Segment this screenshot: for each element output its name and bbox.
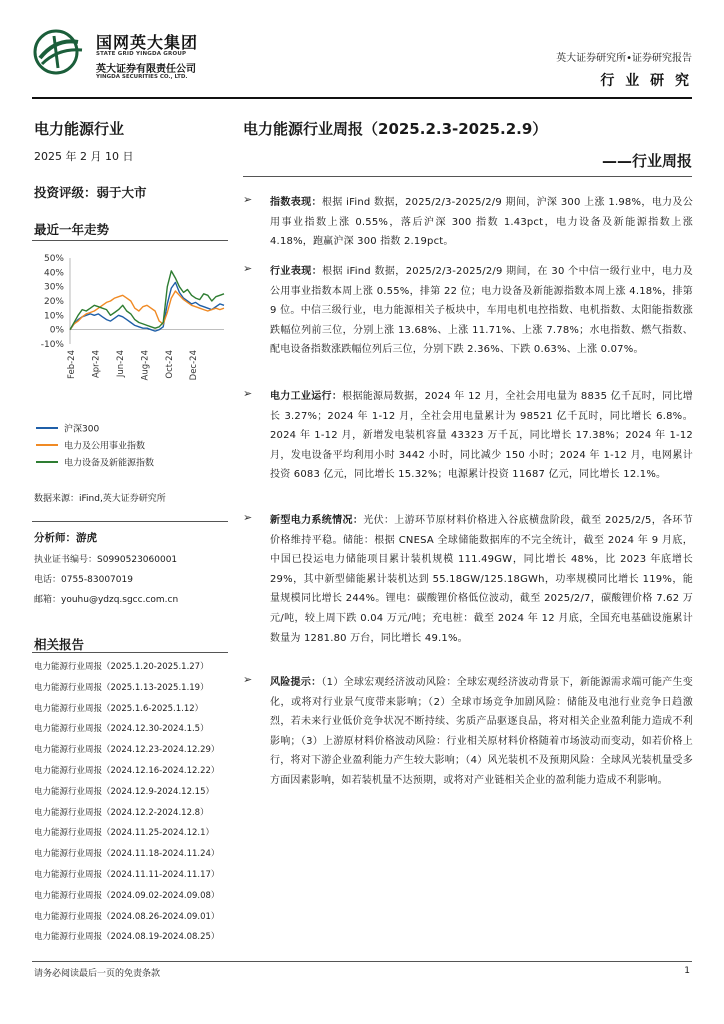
bullet-arrow-icon: ➢ (243, 673, 253, 686)
legend-label: 电力设备及新能源指数 (64, 458, 155, 469)
related-report-link[interactable]: 电力能源行业周报（2024.12.16-2024.12.22） (34, 765, 220, 776)
paragraph-new-power-system (243, 511, 693, 648)
paragraph-text: 光伏：上游环节原材料价格进入谷底横盘阶段，截至 2025/2/5，各环节价格维持平稳。储能：根据 CNESA 全球储能数据库的不完全统计，截至 2024 年 9 月底，中国已投运电力储能项目累计装机规模 111.49GW，同比增长 48%，比 2023 年底增长 29%，其中新型储能累计装机达到 55.18GW/125.18GWh，功率规模同比增长 119%，能量规模同比增长 244%。锂电：碳酸锂价格低位波动，截至 2025/2/7，碳酸锂价格 7.62 万元/吨，较上周下跌 0.04 万元/吨；充电桩：截至 2024 年 12 月底，全国充电基础设施累计数量为 1281.80 万台，同比增长 49.1%。 (270, 515, 693, 644)
y-tick-label: 30% (43, 282, 64, 293)
investment-rating: 投资评级：弱于大市 (34, 185, 147, 200)
analyst-email[interactable]: 邮箱：youhu@ydzq.sgcc.com.cn (34, 595, 179, 605)
company-name-en: STATE GRID YINGDA GROUP (96, 51, 187, 57)
title-divider (243, 176, 692, 177)
analyst-phone: 电话：0755-83007019 (34, 575, 133, 585)
series-line (70, 271, 224, 330)
series-lines (70, 271, 224, 331)
y-tick-label: -10% (40, 340, 64, 350)
related-report-link[interactable]: 电力能源行业周报（2024.08.26-2024.09.01） (34, 911, 220, 922)
related-report-link[interactable]: 电力能源行业周报（2024.12.9-2024.12.15） (34, 786, 214, 797)
page-number: 1 (684, 966, 690, 976)
header-divider (32, 97, 692, 99)
related-report-link[interactable]: 电力能源行业周报（2024.12.30-2024.1.5） (34, 724, 209, 735)
related-reports-title: 相关报告 (34, 637, 85, 652)
related-report-link[interactable]: 电力能源行业周报（2025.1.20-2025.1.27） (34, 662, 209, 672)
bullet-arrow-icon: ➢ (243, 387, 253, 400)
analyst-cert: 执业证书编号：S0990523060001 (34, 555, 178, 565)
paragraph-text: 根据 iFind 数据，2025/2/3-2025/2/9 期间，沪深 300 上涨 1.98%，电力及公用事业指数上涨 0.55%，落后沪深 300 指数 1.43pct，电力设备及新能源指数上涨 4.18%，跑赢沪深 300 指数 2.19pct。 (270, 197, 693, 248)
paragraph-lead: 电力工业运行： (270, 391, 343, 402)
y-tick-label: 0% (49, 325, 64, 336)
subsidiary-name-cn: 英大证券有限责任公司 (96, 64, 196, 75)
industry-name: 电力能源行业 (34, 120, 125, 138)
analyst-name: 分析师：游虎 (34, 532, 97, 544)
y-tick-label: 10% (43, 311, 64, 322)
report-title: 电力能源行业周报（2025.2.3-2025.2.9） (243, 120, 548, 138)
bullet-arrow-icon: ➢ (243, 262, 253, 275)
legend-label: 电力及公用事业指数 (64, 441, 146, 452)
header-institute-line: 英大证券研究所•证券研究报告 (556, 53, 692, 64)
x-tick-label: Aug-24 (140, 350, 151, 381)
paragraph-text: 根据能源局数据，2024 年 12 月，全社会用电量为 8835 亿千瓦时，同比增长 3.27%；2024 年 1-12 月，全社会用电量累计为 98521 亿千瓦时，同比增长 6.8%。2024 年 1-12 月，新增发电装机容量 43323 万千瓦，同比增长 17.38%；2024 年 1-12 月，发电设备平均利用小时 3442 小时，同比减少 150 小时；2024 年 1-12 月，电网累计投资 6083 亿元，同比增长 15.32%；电源累计投资 11687 亿元，同比增长 12.1%。 (270, 391, 693, 481)
paragraph-power-industry (243, 387, 693, 485)
trend-section-title: 最近一年走势 (34, 222, 110, 237)
related-report-link[interactable]: 电力能源行业周报（2024.11.25-2024.12.1） (34, 828, 214, 839)
y-tick-label: 40% (43, 268, 64, 279)
report-subtitle: ——行业周报 (601, 152, 692, 170)
paragraph-lead: 风险提示： (270, 677, 322, 688)
subsidiary-name-en: YINGDA SECURITIES CO., LTD. (96, 74, 188, 80)
bullet-arrow-icon: ➢ (243, 193, 253, 206)
company-name-cn: 国网英大集团 (96, 33, 199, 52)
related-report-link[interactable]: 电力能源行业周报（2024.12.2-2024.12.8） (34, 807, 209, 818)
paragraph-text: 根据 iFind 数据，2025/2/3-2025/2/9 期间，在 30 个中信一级行业中，电力及公用事业指数本周上涨 0.55%，排第 22 位；电力设备及新能源指数本周上涨 4.18%，排第 9 位。中信三级行业，电力能源相关子板块中，车用电机电控指数、电机指数、太阳能指数涨跌幅位列前三位，分别上涨 13.68%、上涨 11.71%、上涨 7.78%；水电指数、燃气指数、配电设备指数涨跌幅位列后三位，分别下跌 2.36%、下跌 0.63%、上涨 0.07%。 (270, 266, 694, 356)
paragraph-lead: 行业表现： (270, 266, 323, 277)
related-divider (32, 652, 228, 653)
x-tick-label: Apr-24 (91, 350, 102, 379)
report-date: 2025 年 2 月 10 日 (34, 150, 134, 163)
x-tick-label: Jun-24 (115, 350, 126, 378)
paragraph-lead: 新型电力系统情况： (270, 515, 364, 526)
legend-label: 沪深300 (64, 424, 100, 435)
x-tick-label: Feb-24 (67, 350, 77, 379)
paragraph-index-performance (243, 193, 693, 252)
related-report-link[interactable]: 电力能源行业周报（2024.12.23-2024.12.29） (34, 745, 220, 756)
x-tick-label: Oct-24 (164, 350, 175, 379)
footer-divider (32, 961, 692, 962)
paragraph-lead: 指数表现： (270, 197, 322, 208)
paragraph-industry-performance (243, 262, 693, 360)
y-tick-label: 50% (43, 254, 64, 264)
related-reports-list (34, 660, 234, 951)
trend-divider (32, 240, 228, 241)
bullet-arrow-icon: ➢ (243, 511, 253, 524)
paragraph-text: （1）全球宏观经济波动风险：全球宏观经济波动背景下，新能源需求端可能产生变化，或将对行业景气度带来影响；（2）全球市场竞争加剧风险：储能及电池行业竞争日趋激烈，若未来行业低价竞争状况不断持续、劣质产品驱逐良品，将对相关企业盈利能力造成不利影响；（3）上游原材料价格波动风险：行业相关原材料价格随着市场波动而变动，如若价格上行，将对下游企业盈利能力产生较大影响；（4）风光装机不及预期风险：全球风光装机量受多方面因素影响，如若装机量不达预期，或将对产业链相关企业的盈利能力造成不利影响。 (270, 677, 694, 786)
company-logo (32, 28, 90, 76)
related-report-link[interactable]: 电力能源行业周报（2024.08.19-2024.08.25） (34, 932, 220, 943)
paragraph-risk-warning (243, 673, 693, 791)
data-source: 数据来源：iFind,英大证券研究所 (34, 494, 166, 504)
chart-legend (36, 423, 154, 469)
x-axis (67, 330, 224, 381)
x-tick-label: Dec-24 (189, 350, 200, 381)
trend-chart (32, 246, 228, 476)
related-report-link[interactable]: 电力能源行业周报（2024.11.11-2024.11.17） (34, 869, 220, 880)
analyst-divider (32, 521, 228, 522)
related-report-link[interactable]: 电力能源行业周报（2025.1.13-2025.1.19） (34, 682, 209, 693)
related-report-link[interactable]: 电力能源行业周报（2024.11.18-2024.11.24） (34, 849, 220, 860)
related-report-link[interactable]: 电力能源行业周报（2024.09.02-2024.09.08） (34, 890, 220, 901)
y-tick-label: 20% (43, 297, 64, 307)
related-report-link[interactable]: 电力能源行业周报（2025.1.6-2025.1.12） (34, 703, 204, 714)
footer-disclaimer-link[interactable]: 请务必阅读最后一页的免责条款 (34, 969, 161, 979)
header-category-tag: 行 业 研 究 (600, 73, 692, 89)
y-axis (41, 254, 70, 350)
